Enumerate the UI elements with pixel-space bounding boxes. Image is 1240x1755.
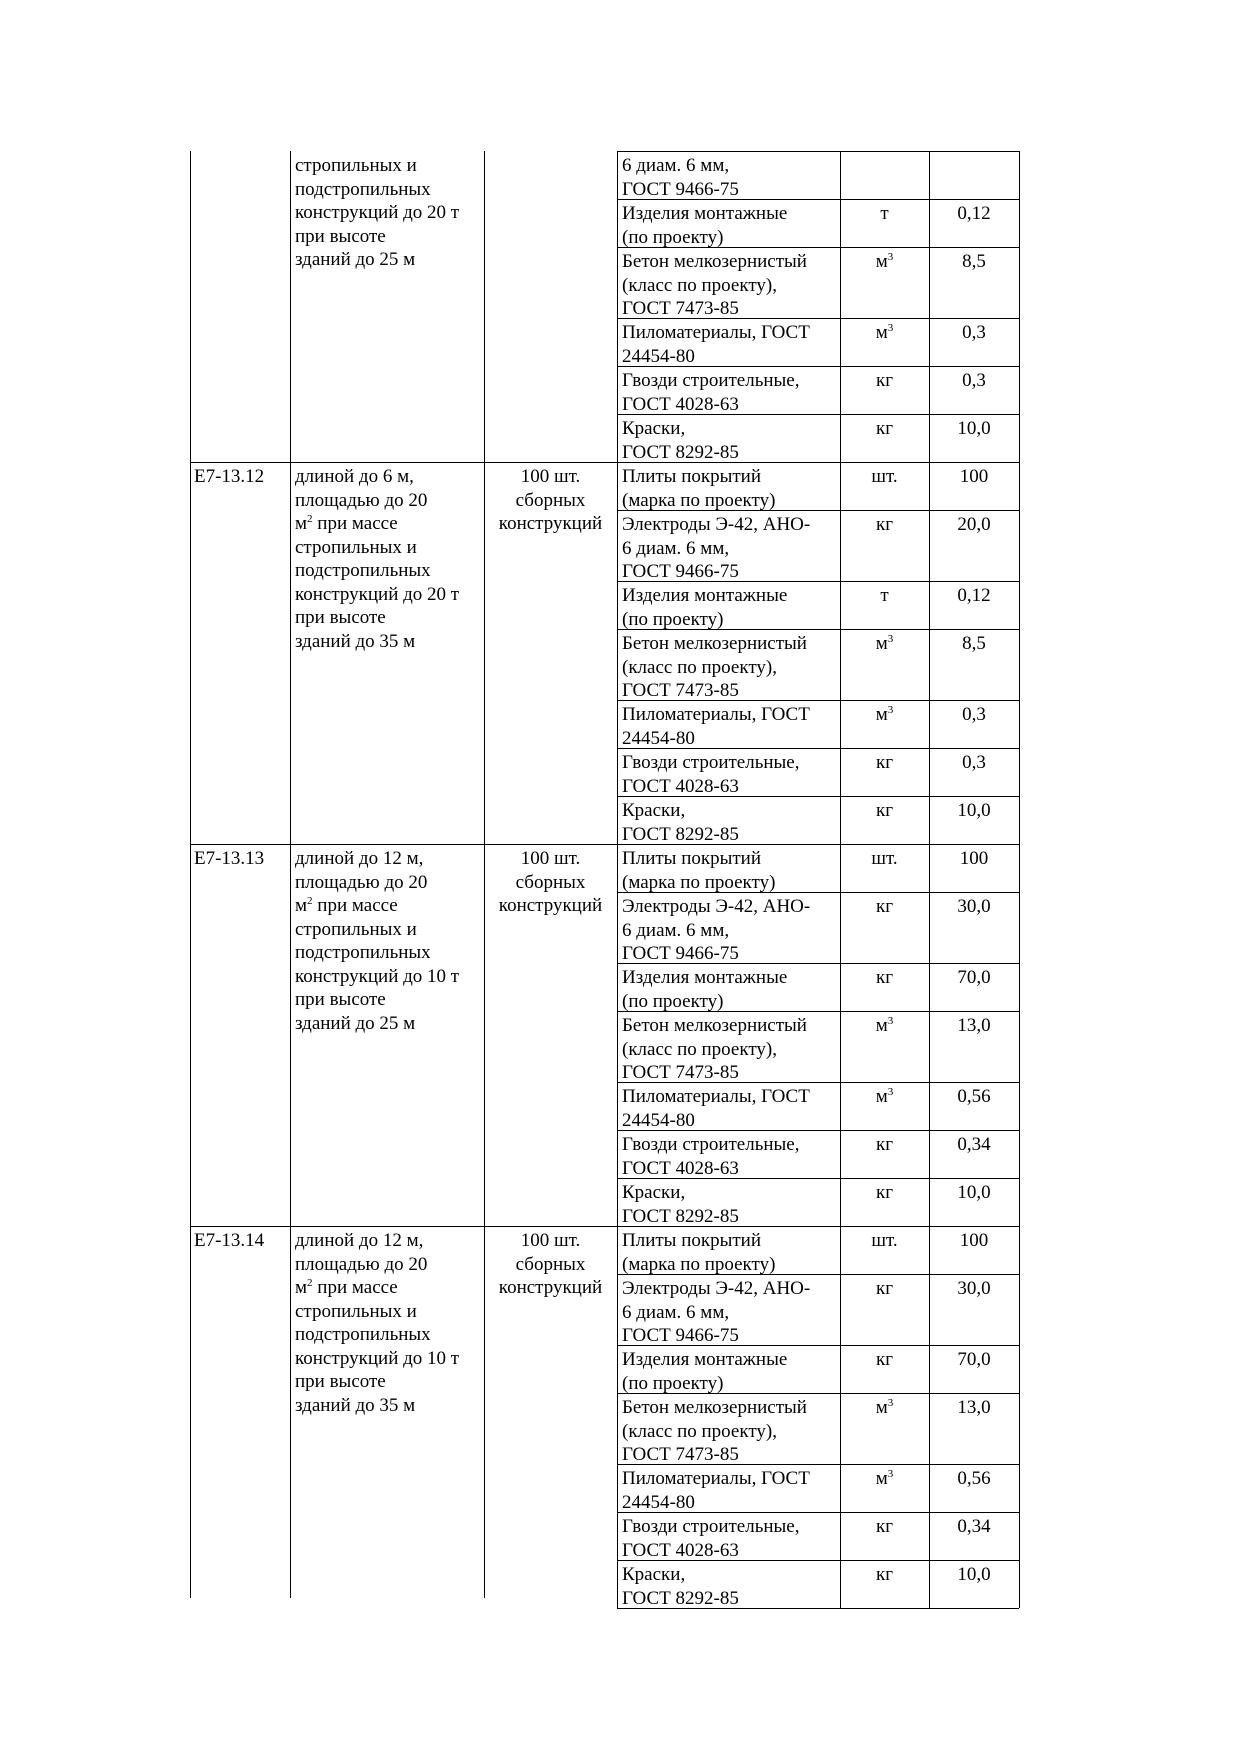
unit-superscript: 3: [887, 1468, 894, 1480]
material-quantity: 20,0: [957, 514, 991, 535]
unit-text: м: [875, 1397, 888, 1418]
material-unit: [840, 703, 929, 727]
material-quantity: 10,0: [957, 1182, 991, 1203]
material-name: Гвозди строительные,: [622, 1516, 800, 1537]
material-name: 24454-80: [622, 727, 695, 749]
material-name: ГОСТ 9466-75: [622, 178, 739, 200]
material-name: (марка по проекту): [622, 489, 776, 511]
unit-superscript: 3: [887, 251, 894, 263]
work-name-line: площадью до 20: [295, 1253, 428, 1275]
unit-text: кг: [875, 1278, 894, 1299]
unit-text: м: [875, 322, 888, 343]
material-name: (марка по проекту): [622, 871, 776, 893]
unit-text: м: [875, 704, 888, 725]
material-quantity: 0,12: [957, 203, 991, 224]
work-name-rest: при массе: [312, 1277, 398, 1298]
material-name: ГОСТ 7473-85: [622, 1062, 739, 1083]
work-name-line: стропильных и: [295, 1300, 417, 1322]
material-quantity: 100: [959, 466, 989, 487]
unit-text: кг: [875, 896, 894, 917]
material-name: Краски,: [622, 1182, 686, 1203]
material-unit: [840, 1229, 929, 1253]
unit-text: м: [875, 633, 888, 654]
material-name: ГОСТ 7473-85: [622, 298, 739, 319]
measure-unit-line: 100 шт.: [520, 1230, 581, 1251]
material-name: Изделия монтажные: [622, 1349, 788, 1370]
area-unit-superscript: 2: [307, 895, 313, 907]
measure-unit-line: конструкций: [498, 513, 603, 534]
material-name: Гвозди строительные,: [622, 1134, 800, 1155]
work-name-line: [295, 1276, 398, 1300]
material-name: Бетон мелкозернистый: [622, 251, 807, 272]
unit-text: кг: [875, 1134, 894, 1155]
table-border: [190, 462, 1019, 463]
area-unit: м: [295, 1277, 308, 1298]
work-name-line: при высоте: [295, 1371, 386, 1392]
material-unit: [840, 966, 929, 990]
work-name-line: стропильных и: [295, 918, 417, 940]
table-border: [617, 151, 618, 1608]
unit-text: кг: [875, 1349, 894, 1370]
work-name-line: при высоте: [295, 989, 386, 1010]
material-name: ГОСТ 9466-75: [622, 561, 739, 582]
unit-superscript: 3: [887, 322, 894, 334]
area-unit: м: [295, 895, 308, 916]
work-name-line: подстропильных: [295, 560, 431, 581]
measure-unit-line: конструкций: [498, 895, 603, 916]
material-quantity: 13,0: [957, 1015, 991, 1036]
unit-text: м: [875, 1086, 888, 1107]
material-name: ГОСТ 4028-63: [622, 775, 739, 797]
area-unit: м: [295, 513, 308, 534]
material-unit: [840, 799, 929, 823]
work-name-line: зданий до 25 м: [295, 1012, 416, 1034]
material-name: 6 диам. 6 мм,: [622, 1301, 730, 1323]
material-name: Бетон мелкозернистый: [622, 1015, 807, 1036]
area-unit-superscript: 2: [307, 513, 313, 525]
material-name: ГОСТ 4028-63: [622, 1157, 739, 1179]
unit-text: шт.: [871, 1230, 898, 1251]
unit-text: кг: [875, 514, 894, 535]
material-unit: [840, 632, 929, 656]
table-border: [617, 151, 1019, 152]
material-unit: [840, 1467, 929, 1491]
material-name: Изделия монтажные: [622, 585, 788, 606]
unit-superscript: 3: [887, 633, 894, 645]
work-name-line: площадью до 20: [295, 489, 428, 511]
material-name: Плиты покрытий: [622, 1230, 761, 1251]
material-quantity: 0,34: [957, 1134, 991, 1155]
work-name-line: зданий до 35 м: [295, 630, 416, 652]
material-name: 24454-80: [622, 1109, 695, 1131]
material-unit: [840, 751, 929, 775]
work-name-line: конструкций до 20 т: [295, 583, 460, 605]
material-name: ГОСТ 7473-85: [622, 1444, 739, 1465]
work-name-line: при высоте: [295, 225, 386, 247]
material-name: ГОСТ 8292-85: [622, 441, 739, 463]
unit-text: шт.: [871, 848, 898, 869]
work-name-line: подстропильных: [295, 178, 431, 200]
material-name: (класс по проекту),: [622, 1420, 777, 1442]
material-name: Краски,: [622, 1564, 686, 1585]
material-unit: [840, 250, 929, 274]
material-unit: [840, 369, 929, 393]
material-quantity: 100: [959, 848, 989, 869]
material-unit: [840, 1014, 929, 1038]
work-name-line: подстропильных: [295, 1324, 431, 1345]
unit-text: кг: [875, 1516, 894, 1537]
material-name: (по проекту): [622, 608, 724, 630]
unit-text: м: [875, 251, 888, 272]
work-name-line: конструкций до 10 т: [295, 965, 460, 987]
material-name: Краски,: [622, 418, 686, 439]
material-name: Плиты покрытий: [622, 848, 761, 869]
material-name: Бетон мелкозернистый: [622, 633, 807, 654]
unit-text: кг: [875, 1182, 894, 1203]
norm-code: Е7-13.13: [194, 848, 265, 869]
unit-text: м: [875, 1015, 888, 1036]
material-quantity: 0,3: [962, 322, 986, 343]
material-quantity: 30,0: [957, 1278, 991, 1299]
material-name: ГОСТ 7473-85: [622, 680, 739, 701]
work-name-line: конструкций до 20 т: [295, 202, 460, 223]
work-name-rest: при массе: [312, 513, 398, 534]
material-unit: [840, 1085, 929, 1109]
unit-text: т: [880, 203, 889, 224]
work-name-line: зданий до 25 м: [295, 249, 416, 270]
material-quantity: 100: [959, 1230, 989, 1251]
material-unit: [840, 321, 929, 345]
material-name: Пиломатериалы, ГОСТ: [622, 704, 810, 725]
unit-superscript: 3: [887, 1015, 894, 1027]
material-unit: [840, 1277, 929, 1301]
material-name: Пиломатериалы, ГОСТ: [622, 1468, 810, 1489]
material-unit: [840, 1181, 929, 1205]
unit-text: шт.: [871, 466, 898, 487]
work-name-line: площадью до 20: [295, 871, 428, 893]
material-unit: [840, 895, 929, 919]
material-name: 24454-80: [622, 345, 695, 367]
material-unit: [840, 847, 929, 871]
material-quantity: 70,0: [957, 967, 991, 988]
material-name: ГОСТ 8292-85: [622, 1205, 739, 1227]
material-quantity: 0,56: [957, 1468, 991, 1489]
measure-unit-line: 100 шт.: [520, 466, 581, 487]
norm-code: Е7-13.14: [194, 1230, 265, 1251]
unit-text: т: [880, 585, 889, 606]
material-unit: [840, 202, 929, 226]
material-unit: [840, 584, 929, 608]
work-name-line: длиной до 6 м,: [295, 466, 414, 487]
unit-text: кг: [875, 1564, 894, 1585]
work-name-rest: при массе: [312, 895, 398, 916]
measure-unit-line: 100 шт.: [520, 848, 581, 869]
work-name-line: подстропильных: [295, 942, 431, 963]
material-name: (по проекту): [622, 990, 724, 1012]
unit-text: м: [875, 1468, 888, 1489]
material-name: Электроды Э-42, АНО-: [622, 514, 811, 535]
unit-superscript: 3: [887, 704, 894, 716]
measure-unit-line: сборных: [515, 871, 586, 893]
material-quantity: 8,5: [962, 633, 986, 654]
material-name: Плиты покрытий: [622, 466, 761, 487]
material-name: 6 диам. 6 мм,: [622, 155, 730, 176]
material-name: Гвозди строительные,: [622, 752, 800, 773]
material-name: (по проекту): [622, 226, 724, 248]
material-name: Электроды Э-42, АНО-: [622, 1278, 811, 1299]
material-unit: [840, 417, 929, 441]
material-quantity: 0,12: [957, 585, 991, 606]
material-name: (класс по проекту),: [622, 1038, 777, 1060]
material-name: ГОСТ 9466-75: [622, 943, 739, 964]
unit-superscript: 3: [887, 1397, 894, 1409]
table-border: [190, 844, 1019, 845]
material-name: Гвозди строительные,: [622, 370, 800, 391]
material-quantity: 0,56: [957, 1086, 991, 1107]
work-name-line: длиной до 12 м,: [295, 1230, 424, 1251]
material-unit: [840, 513, 929, 537]
norm-code: Е7-13.12: [194, 466, 265, 487]
work-name-line: зданий до 35 м: [295, 1394, 416, 1416]
material-name: 6 диам. 6 мм,: [622, 919, 730, 941]
material-unit: [840, 1133, 929, 1157]
material-name: ГОСТ 4028-63: [622, 1539, 739, 1561]
material-unit: [840, 1515, 929, 1539]
material-name: Электроды Э-42, АНО-: [622, 896, 811, 917]
material-name: (по проекту): [622, 1372, 724, 1394]
material-name: Изделия монтажные: [622, 967, 788, 988]
table-border: [190, 1226, 1019, 1227]
area-unit-superscript: 2: [307, 1277, 313, 1289]
work-name-line: стропильных и: [295, 536, 417, 558]
material-name: ГОСТ 4028-63: [622, 393, 739, 415]
unit-text: кг: [875, 418, 894, 439]
material-name: (марка по проекту): [622, 1253, 776, 1275]
material-quantity: 0,3: [962, 752, 986, 773]
material-name: ГОСТ 8292-85: [622, 1587, 739, 1609]
measure-unit-line: сборных: [515, 489, 586, 511]
material-name: (класс по проекту),: [622, 656, 777, 678]
table-border: [1019, 151, 1020, 1608]
material-name: Пиломатериалы, ГОСТ: [622, 322, 810, 343]
work-name-line: при высоте: [295, 607, 386, 628]
material-quantity: 0,34: [957, 1516, 991, 1537]
material-quantity: 70,0: [957, 1349, 991, 1370]
material-quantity: 10,0: [957, 800, 991, 821]
material-name: ГОСТ 8292-85: [622, 823, 739, 845]
unit-text: кг: [875, 967, 894, 988]
measure-unit-line: конструкций: [498, 1277, 603, 1298]
material-name: Краски,: [622, 800, 686, 821]
unit-text: кг: [875, 800, 894, 821]
material-quantity: 0,3: [962, 370, 986, 391]
unit-text: кг: [875, 370, 894, 391]
material-name: (класс по проекту),: [622, 274, 777, 296]
table-border: [290, 151, 291, 1598]
measure-unit-line: сборных: [515, 1253, 586, 1275]
work-name-line: длиной до 12 м,: [295, 848, 424, 869]
material-quantity: 10,0: [957, 418, 991, 439]
material-quantity: 30,0: [957, 896, 991, 917]
unit-superscript: 3: [887, 1086, 894, 1098]
material-quantity: 13,0: [957, 1397, 991, 1418]
material-name: 24454-80: [622, 1491, 695, 1513]
material-quantity: 0,3: [962, 704, 986, 725]
material-name: Изделия монтажные: [622, 203, 788, 224]
material-name: Бетон мелкозернистый: [622, 1397, 807, 1418]
work-name-line: [295, 894, 398, 918]
material-quantity: 8,5: [962, 251, 986, 272]
material-unit: [840, 465, 929, 489]
material-unit: [840, 1396, 929, 1420]
work-name-line: стропильных и: [295, 155, 417, 176]
material-unit: [840, 1563, 929, 1587]
table-border: [190, 151, 191, 1598]
material-name: 6 диам. 6 мм,: [622, 537, 730, 559]
material-name: Пиломатериалы, ГОСТ: [622, 1086, 810, 1107]
material-quantity: 10,0: [957, 1564, 991, 1585]
material-unit: [840, 1348, 929, 1372]
material-name: ГОСТ 9466-75: [622, 1325, 739, 1346]
work-name-line: [295, 512, 398, 536]
work-name-line: конструкций до 10 т: [295, 1347, 460, 1369]
unit-text: кг: [875, 752, 894, 773]
